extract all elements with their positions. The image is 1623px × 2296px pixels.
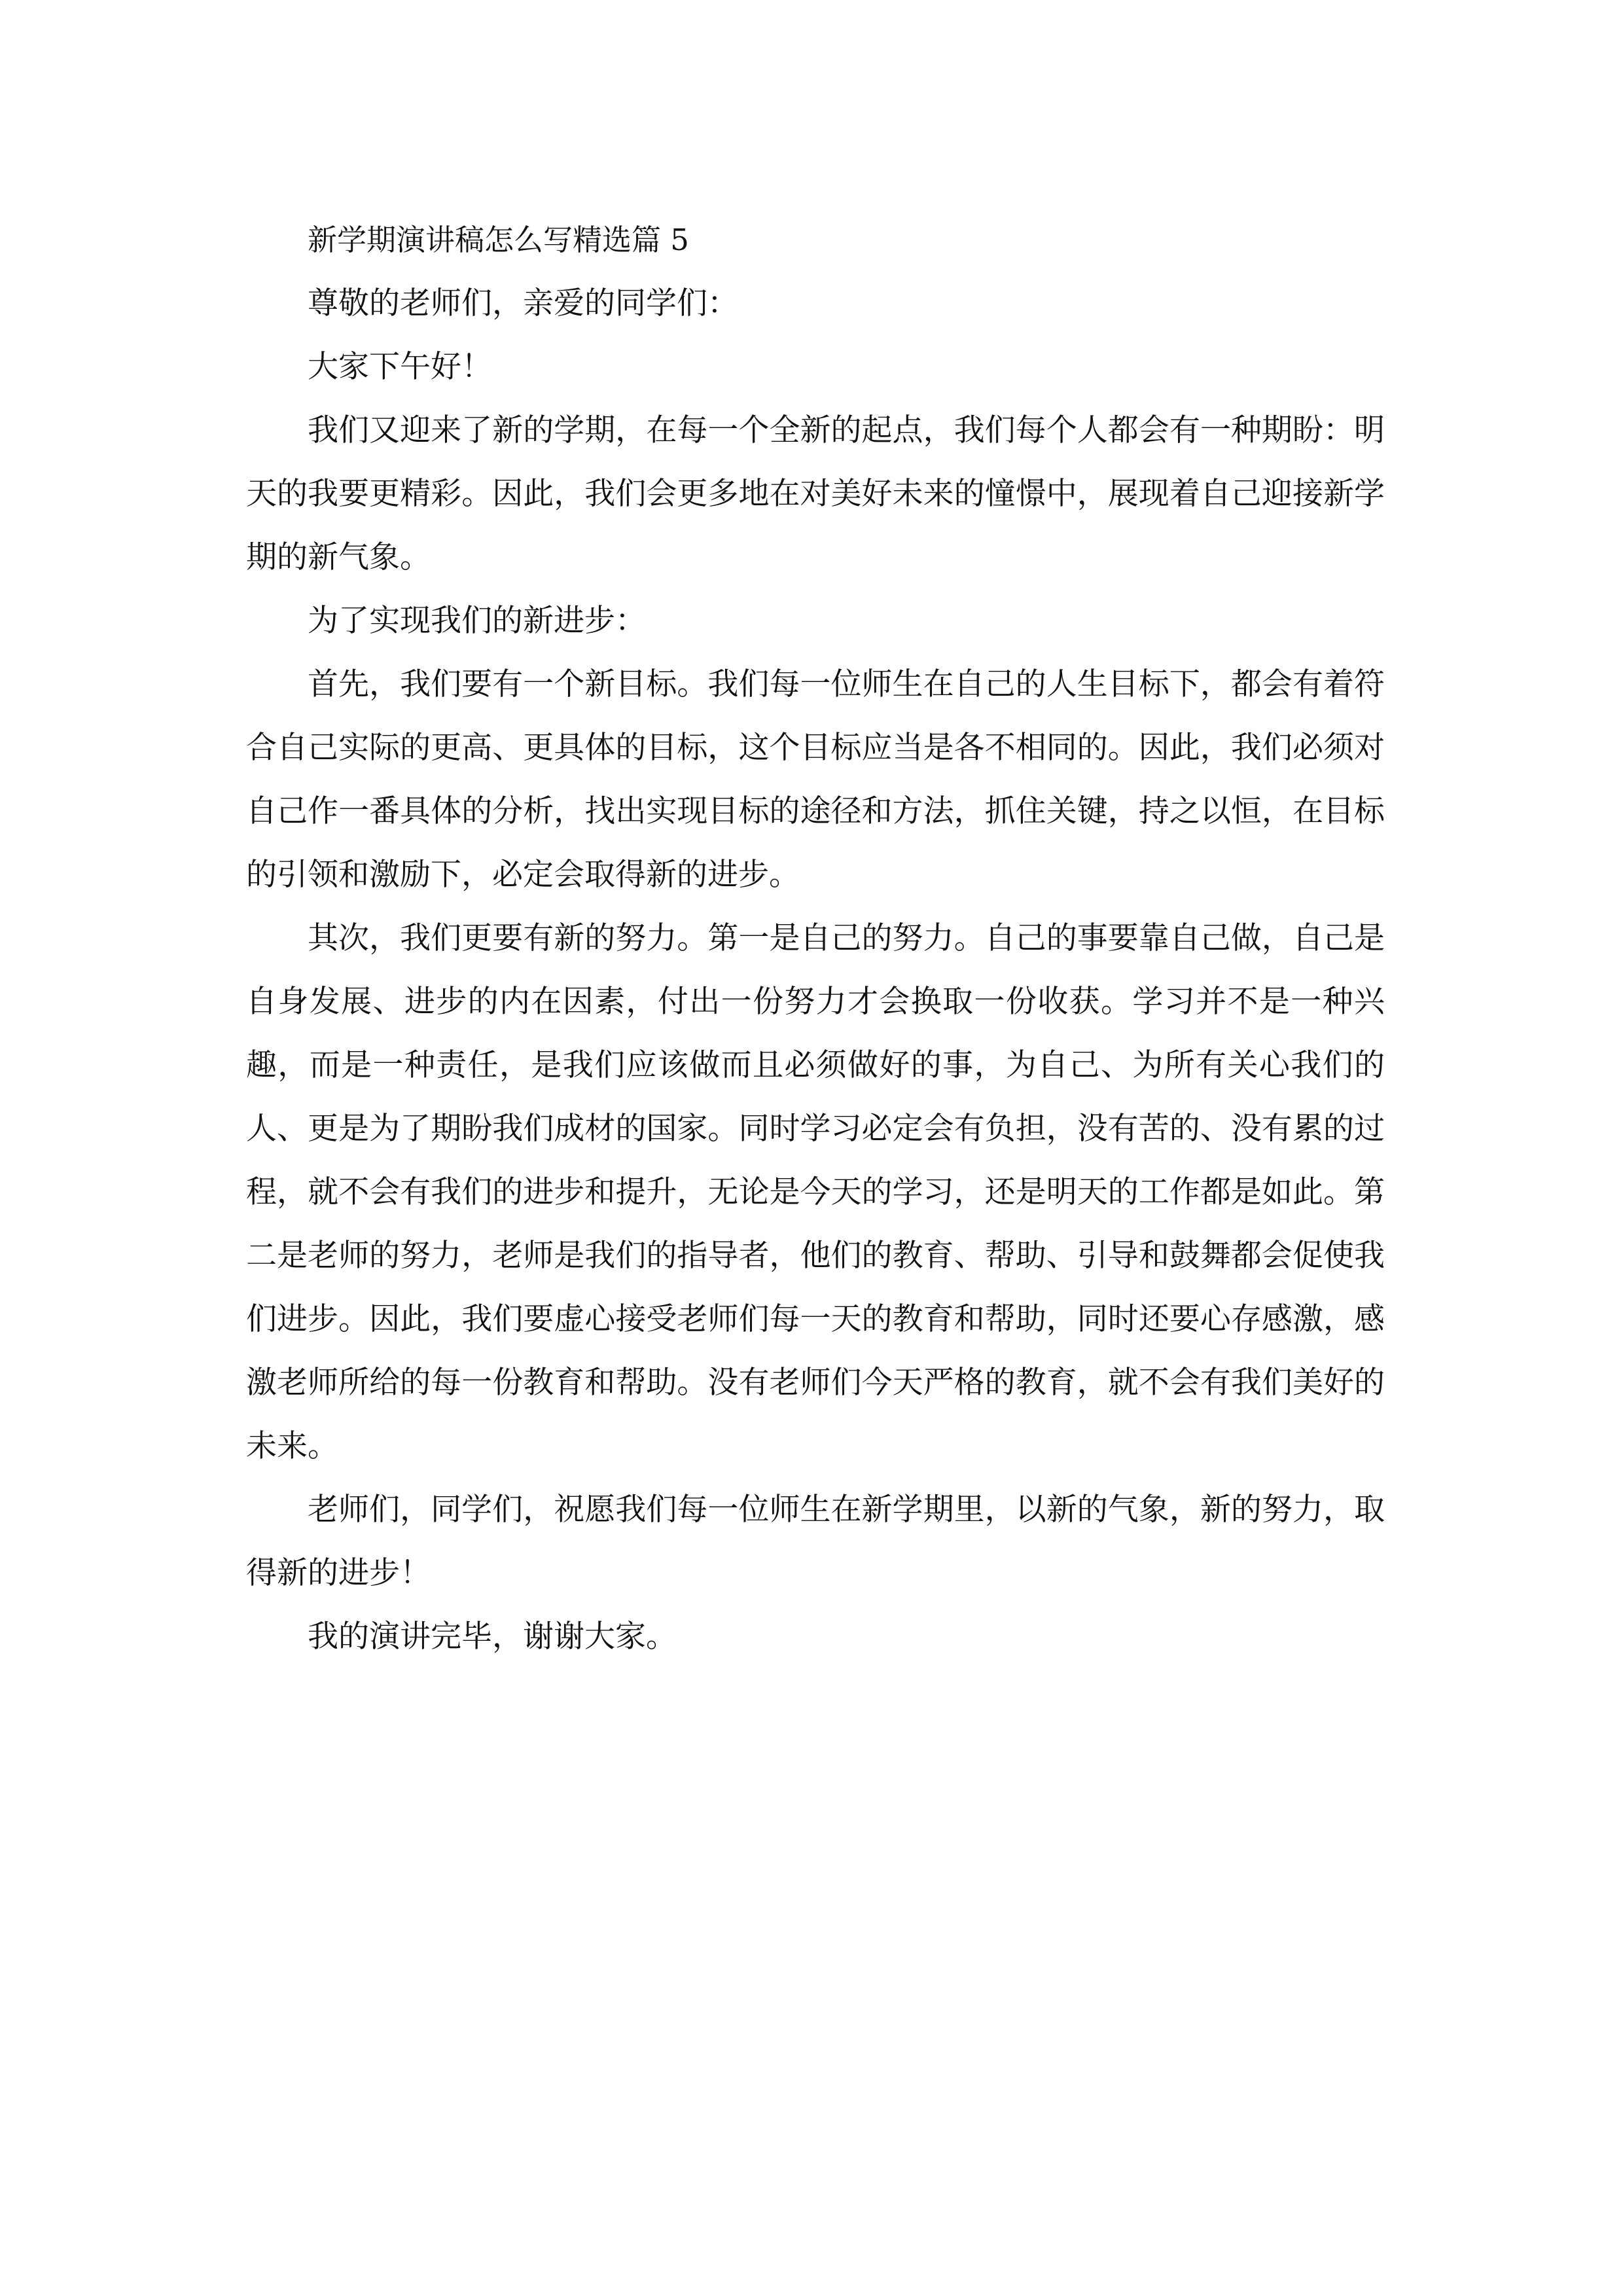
body-paragraph: 我们又迎来了新的学期，在每一个全新的起点，我们每个人都会有一种期盼：明天的我要更精彩。因此，我们会更多地在对美好未来的憧憬中，展现着自己迎接新学期的新气象。 <box>246 412 1385 575</box>
body-paragraph: 老师们，同学们，祝愿我们每一位师生在新学期里，以新的气象，新的努力，取得新的进步！ <box>246 1492 1385 1591</box>
greeting-paragraph: 大家下午好！ <box>308 349 492 385</box>
body-paragraph: 其次，我们更要有新的努力。第一是自己的努力。自己的事要靠自己做，自己是自身发展、进步的内在因素，付出一份努力才会换取一份收获。学习并不是一种兴趣，而是一种责任，是我们应该做而且必须做好的事，为自己、为所有关心我们的人、更是为了期盼我们成材的国家。同时学习必定会有负担，没有苦的、没有累的过程，就不会有我们的进步和提升，无论是今天的学习，还是明天的工作都是如此。第二是老师的努力，老师是我们的指导者，他们的教育、帮助、引导和鼓舞都会促使我们进步。因此，我们要虚心接受老师们每一天的教育和帮助，同时还要心存感激，感激老师所给的每一份教育和帮助。没有老师们今天严格的教育，就不会有我们美好的未来。 <box>246 920 1385 1464</box>
document-body <box>246 208 1385 1668</box>
salutation-paragraph: 尊敬的老师们，亲爱的同学们： <box>308 285 738 321</box>
body-paragraph: 首先，我们要有一个新目标。我们每一位师生在自己的人生目标下，都会有着符合自己实际的更高、更具体的目标，这个目标应当是各不相同的。因此，我们必须对自己作一番具体的分析，找出实现目标的途径和方法，抓住关键，持之以恒，在目标的引领和激励下，必定会取得新的进步。 <box>246 666 1385 893</box>
closing-paragraph: 我的演讲完毕，谢谢大家。 <box>308 1619 677 1655</box>
document-title: 新学期演讲稿怎么写精选篇 5 <box>308 223 689 257</box>
body-paragraph: 为了实现我们的新进步： <box>308 603 646 639</box>
